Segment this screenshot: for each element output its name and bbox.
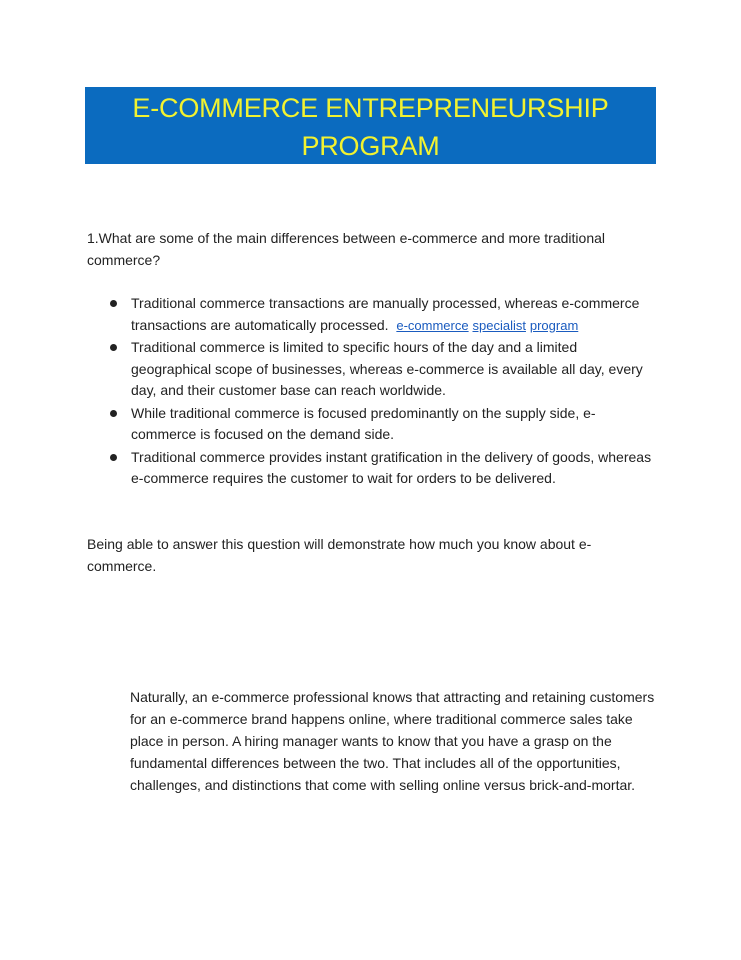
- list-item-text: Traditional commerce is limited to specific hours of the day and a limited geographical scope of businesses, whereas e-commerce is available all day, every day, and their customer base can reach worldwide.: [131, 339, 643, 398]
- list-item: [108, 337, 658, 402]
- explanation-paragraph: Naturally, an e-commerce professional knows that attracting and retaining customers for an e-commerce brand happens online, where traditional commerce sales take place in person. A hiring manager wants to know that you have a grasp on the fundamental differences between the two. That includes all of the opportunities, challenges, and distinctions that come with selling online versus brick-and-mortar.: [130, 689, 655, 793]
- list-item: [108, 403, 658, 446]
- summary-paragraph: Being able to answer this question will demonstrate how much you know about e-commerce.: [87, 536, 592, 574]
- page-title-line-1: E-COMMERCE ENTREPRENEURSHIP: [132, 93, 609, 123]
- question-heading: 1.What are some of the main differences between e-commerce and more traditional commerce?: [87, 230, 605, 268]
- page-title-banner: [85, 87, 656, 164]
- program-link[interactable]: program: [529, 317, 579, 333]
- list-item: [108, 447, 658, 490]
- bullet-icon: [110, 300, 117, 307]
- list-item: [108, 293, 658, 336]
- specialist-link[interactable]: specialist: [472, 317, 526, 333]
- list-item-text: Traditional commerce transactions are manually processed, whereas e-commerce transactions are automatically processed.: [131, 295, 640, 333]
- list-item-text: Traditional commerce provides instant gratification in the delivery of goods, whereas e-commerce requires the customer to wait for orders to be delivered.: [131, 448, 652, 486]
- bullet-icon: [110, 454, 117, 461]
- differences-list: [108, 293, 658, 491]
- list-item-text: While traditional commerce is focused predominantly on the supply side, e-commerce is focused on the demand side.: [131, 404, 596, 442]
- e-commerce-link[interactable]: e-commerce: [396, 317, 469, 333]
- bullet-icon: [110, 344, 117, 351]
- bullet-icon: [110, 410, 117, 417]
- page-title-line-2: PROGRAM: [301, 131, 440, 161]
